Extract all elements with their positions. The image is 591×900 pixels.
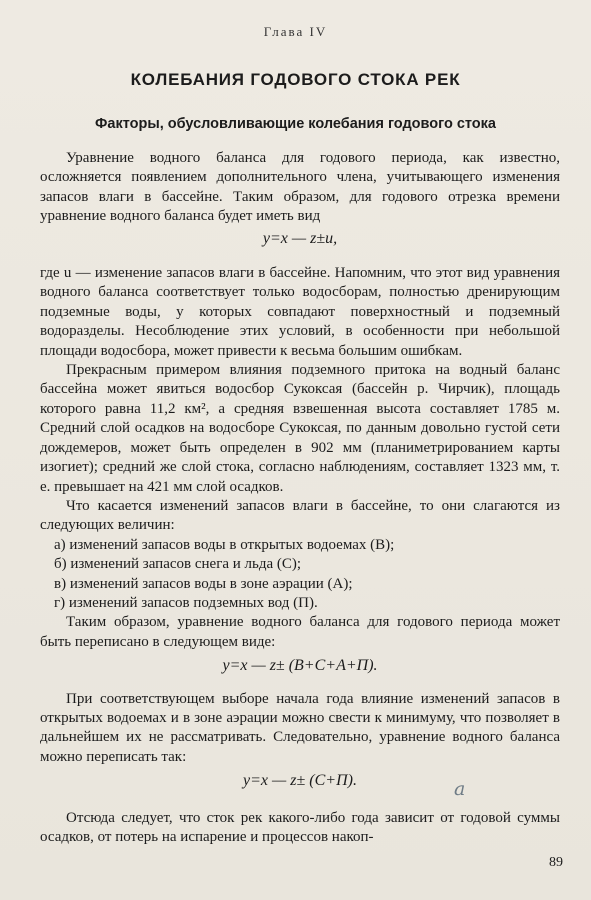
paragraph-6: При соответствующем выборе начала года влияние изменений запасов в открытых водоемах и в зоне аэрации можно свести к минимуму, что позволяет в дальнейшем их не рассматривать. Следовательно, уравнение водного баланса можно переписать так: (40, 690, 560, 765)
formula-3: y=x — z± (С+П). (243, 772, 357, 790)
list-item: а) изменений запасов воды в открытых водоемах (В); (54, 536, 395, 553)
paragraph-1: Уравнение водного баланса для годового периода, как известно, осложняется появлением дополнительного члена, учитывающего изменения запасов влаги в бассейне. Таким образом, для годового отрезка времени уравнение водного баланса будет иметь вид (40, 150, 560, 225)
paragraph-2: где u — изменение запасов влаги в бассейне. Напомним, что этот вид уравнения водного баланса соответствует только водосборам, полностью дренирующим подземные воды, у которых совпадают поверхностный и подземный водоразделы. Несоблюдение этих условий, в особенности при небольшой площади водосбора, может привести к весьма большим ошибкам. (40, 265, 560, 359)
components-list (40, 536, 560, 614)
chapter-header: Глава IV (263, 24, 328, 39)
formula-2: y=x — z± (В+С+А+П). (222, 657, 378, 675)
paragraph-3: Прекрасным примером влияния подземного притока на водный баланс бассейна может явиться водосбор Сукоксая (бассейн р. Чирчик), площадь которого равна 11,2 км², а средняя взвешенная высота составляет 1785 м. Средний слой осадков на водосборе Сукоксая, по данным довольно густой сети дождемеров, может быть определен в 902 мм (планиметрированием карты изогиет); средний же слой стока, согласно наблюдениям, составляет 1323 мм, т. е. превышает на 421 мм слой осадков. (40, 362, 560, 495)
formula-1: y=x — z±u, (262, 229, 338, 247)
list-item: б) изменений запасов снега и льда (С); (54, 556, 302, 573)
list-item: г) изменений запасов подземных вод (П). (54, 594, 318, 611)
page-number: 89 (549, 855, 563, 870)
paragraph-7: Отсюда следует, что сток рек какого-либо года зависит от годовой суммы осадков, от потерь на испарение и процессов накоп- (40, 809, 560, 845)
paragraph-4: Что касается изменений запасов влаги в бассейне, то они слагаются из следующих величин: (40, 497, 560, 534)
chapter-title: КОЛЕБАНИЯ ГОДОВОГО СТОКА РЕК (130, 70, 461, 89)
list-item: в) изменений запасов воды в зоне аэрации (А); (54, 575, 353, 592)
paragraph-5: Таким образом, уравнение водного баланса для годового периода может быть переписано в следующем виде: (40, 614, 560, 650)
body-text (40, 149, 560, 847)
handwritten-annotation: a (454, 778, 466, 800)
section-title: Факторы, обусловливающие колебания годового стока (95, 116, 496, 132)
